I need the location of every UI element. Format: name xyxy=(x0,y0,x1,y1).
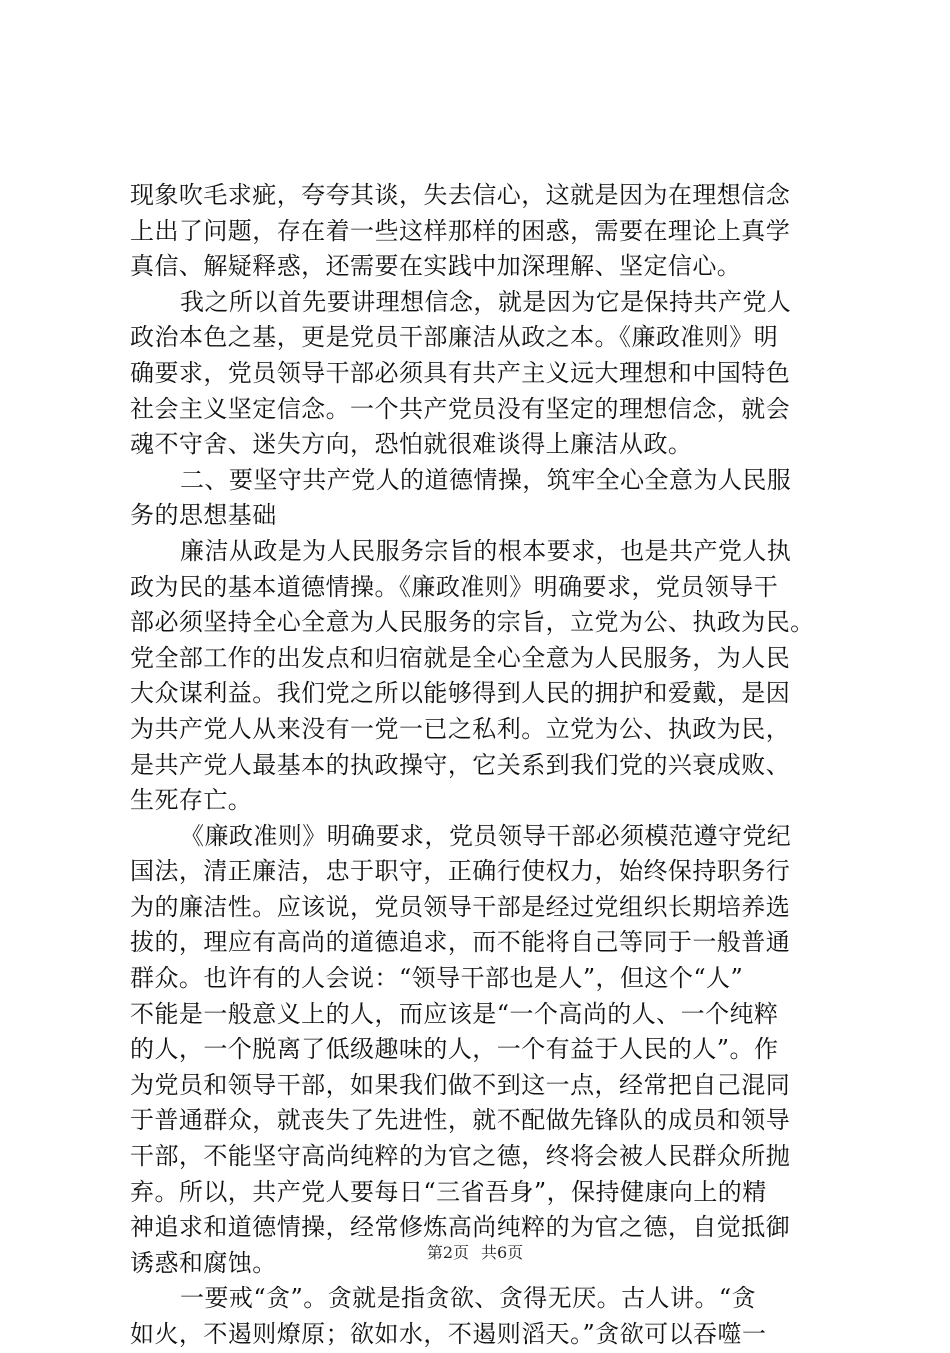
text-line: 大众谋利益。我们党之所以能够得到人民的拥护和爱戴，是因 xyxy=(130,679,791,708)
text-line: 上出了问题，存在着一些这样那样的困惑，需要在理论上真学 xyxy=(130,216,791,245)
text-line: 生死存亡。 xyxy=(130,786,253,815)
text-line: 诱惑和腐蚀。 xyxy=(130,1248,277,1277)
text-line: 神追求和道德情操，经常修炼高尚纯粹的为官之德，自觉抵御 xyxy=(130,1213,791,1242)
text-line: 现象吹毛求疵，夸夸其谈，失去信心，这就是因为在理想信念 xyxy=(130,181,791,209)
text-line: 的人，一个脱离了低级趣味的人，一个有益于人民的人”。作 xyxy=(130,1035,779,1064)
paragraph-start-line: 《廉政准则》明确要求，党员领导干部必须模范遵守党纪 xyxy=(180,821,792,850)
paragraph-start-line: 一要戒“贪”。贪就是指贪欲、贪得无厌。古人讲。“贪 xyxy=(180,1284,757,1313)
text-line: 于普通群众，就丧失了先进性，就不配做先锋队的成员和领导 xyxy=(130,1106,791,1135)
text-line: 党全部工作的出发点和归宿就是全心全意为人民服务，为人民 xyxy=(130,643,791,672)
page-number: 第2页 xyxy=(426,1243,469,1262)
text-line: 如火，不遏则燎原；欲如水，不遏则滔天。”贪欲可以吞噬一 xyxy=(130,1320,767,1348)
text-line: 干部，不能坚守高尚纯粹的为官之德，终将会被人民群众所抛 xyxy=(130,1142,791,1171)
paragraph-start-line: 廉洁从政是为人民服务宗旨的根本要求，也是共产党人执 xyxy=(180,536,792,565)
paragraph-start-line: 我之所以首先要讲理想信念，就是因为它是保持共产党人 xyxy=(180,287,792,316)
page-footer xyxy=(0,1240,950,1263)
section-heading-line: 二、要坚守共产党人的道德情操，筑牢全心全意为人民服 xyxy=(180,465,792,494)
text-line: 政为民的基本道德情操。《廉政准则》明确要求，党员领导干 xyxy=(130,572,779,601)
text-line: 不能是一般意义上的人，而应该是“一个高尚的人、一个纯粹 xyxy=(130,999,779,1028)
text-line: 群众。也许有的人会说：“领导干部也是人”，但这个“人” xyxy=(130,964,744,993)
text-line: 为共产党人从来没有一党一已之私利。立党为公、执政为民， xyxy=(130,714,791,743)
section-heading-line: 务的思想基础 xyxy=(130,501,277,530)
text-line: 为党员和领导干部，如果我们做不到这一点，经常把自己混同 xyxy=(130,1070,791,1099)
text-line: 政治本色之基，更是党员干部廉洁从政之本。《廉政准则》明 xyxy=(130,323,779,352)
body-text xyxy=(130,178,840,1353)
text-line: 为的廉洁性。应该说，党员领导干部是经过党组织长期培养选 xyxy=(130,892,791,921)
text-line: 部必须坚持全心全意为人民服务的宗旨，立党为公、执政为民。 xyxy=(130,608,815,637)
text-line: 弃。所以，共产党人要每日“三省吾身”，保持健康向上的精 xyxy=(130,1177,767,1206)
text-line: 是共产党人最基本的执政操守，它关系到我们党的兴衰成败、 xyxy=(130,750,791,779)
text-line: 魂不守舍、迷失方向，恐怕就很难谈得上廉洁从政。 xyxy=(130,430,693,459)
page-total: 共6页 xyxy=(481,1243,524,1262)
text-line: 社会主义坚定信念。一个共产党员没有坚定的理想信念，就会 xyxy=(130,394,791,423)
text-line: 真信、解疑释惑，还需要在实践中加深理解、坚定信心。 xyxy=(130,252,742,281)
text-line: 国法，清正廉洁，忠于职守，正确行使权力，始终保持职务行 xyxy=(130,857,791,886)
text-line: 确要求，党员领导干部必须具有共产主义远大理想和中国特色 xyxy=(130,358,791,387)
text-line: 拔的，理应有高尚的道德追求，而不能将自己等同于一般普通 xyxy=(130,928,791,957)
